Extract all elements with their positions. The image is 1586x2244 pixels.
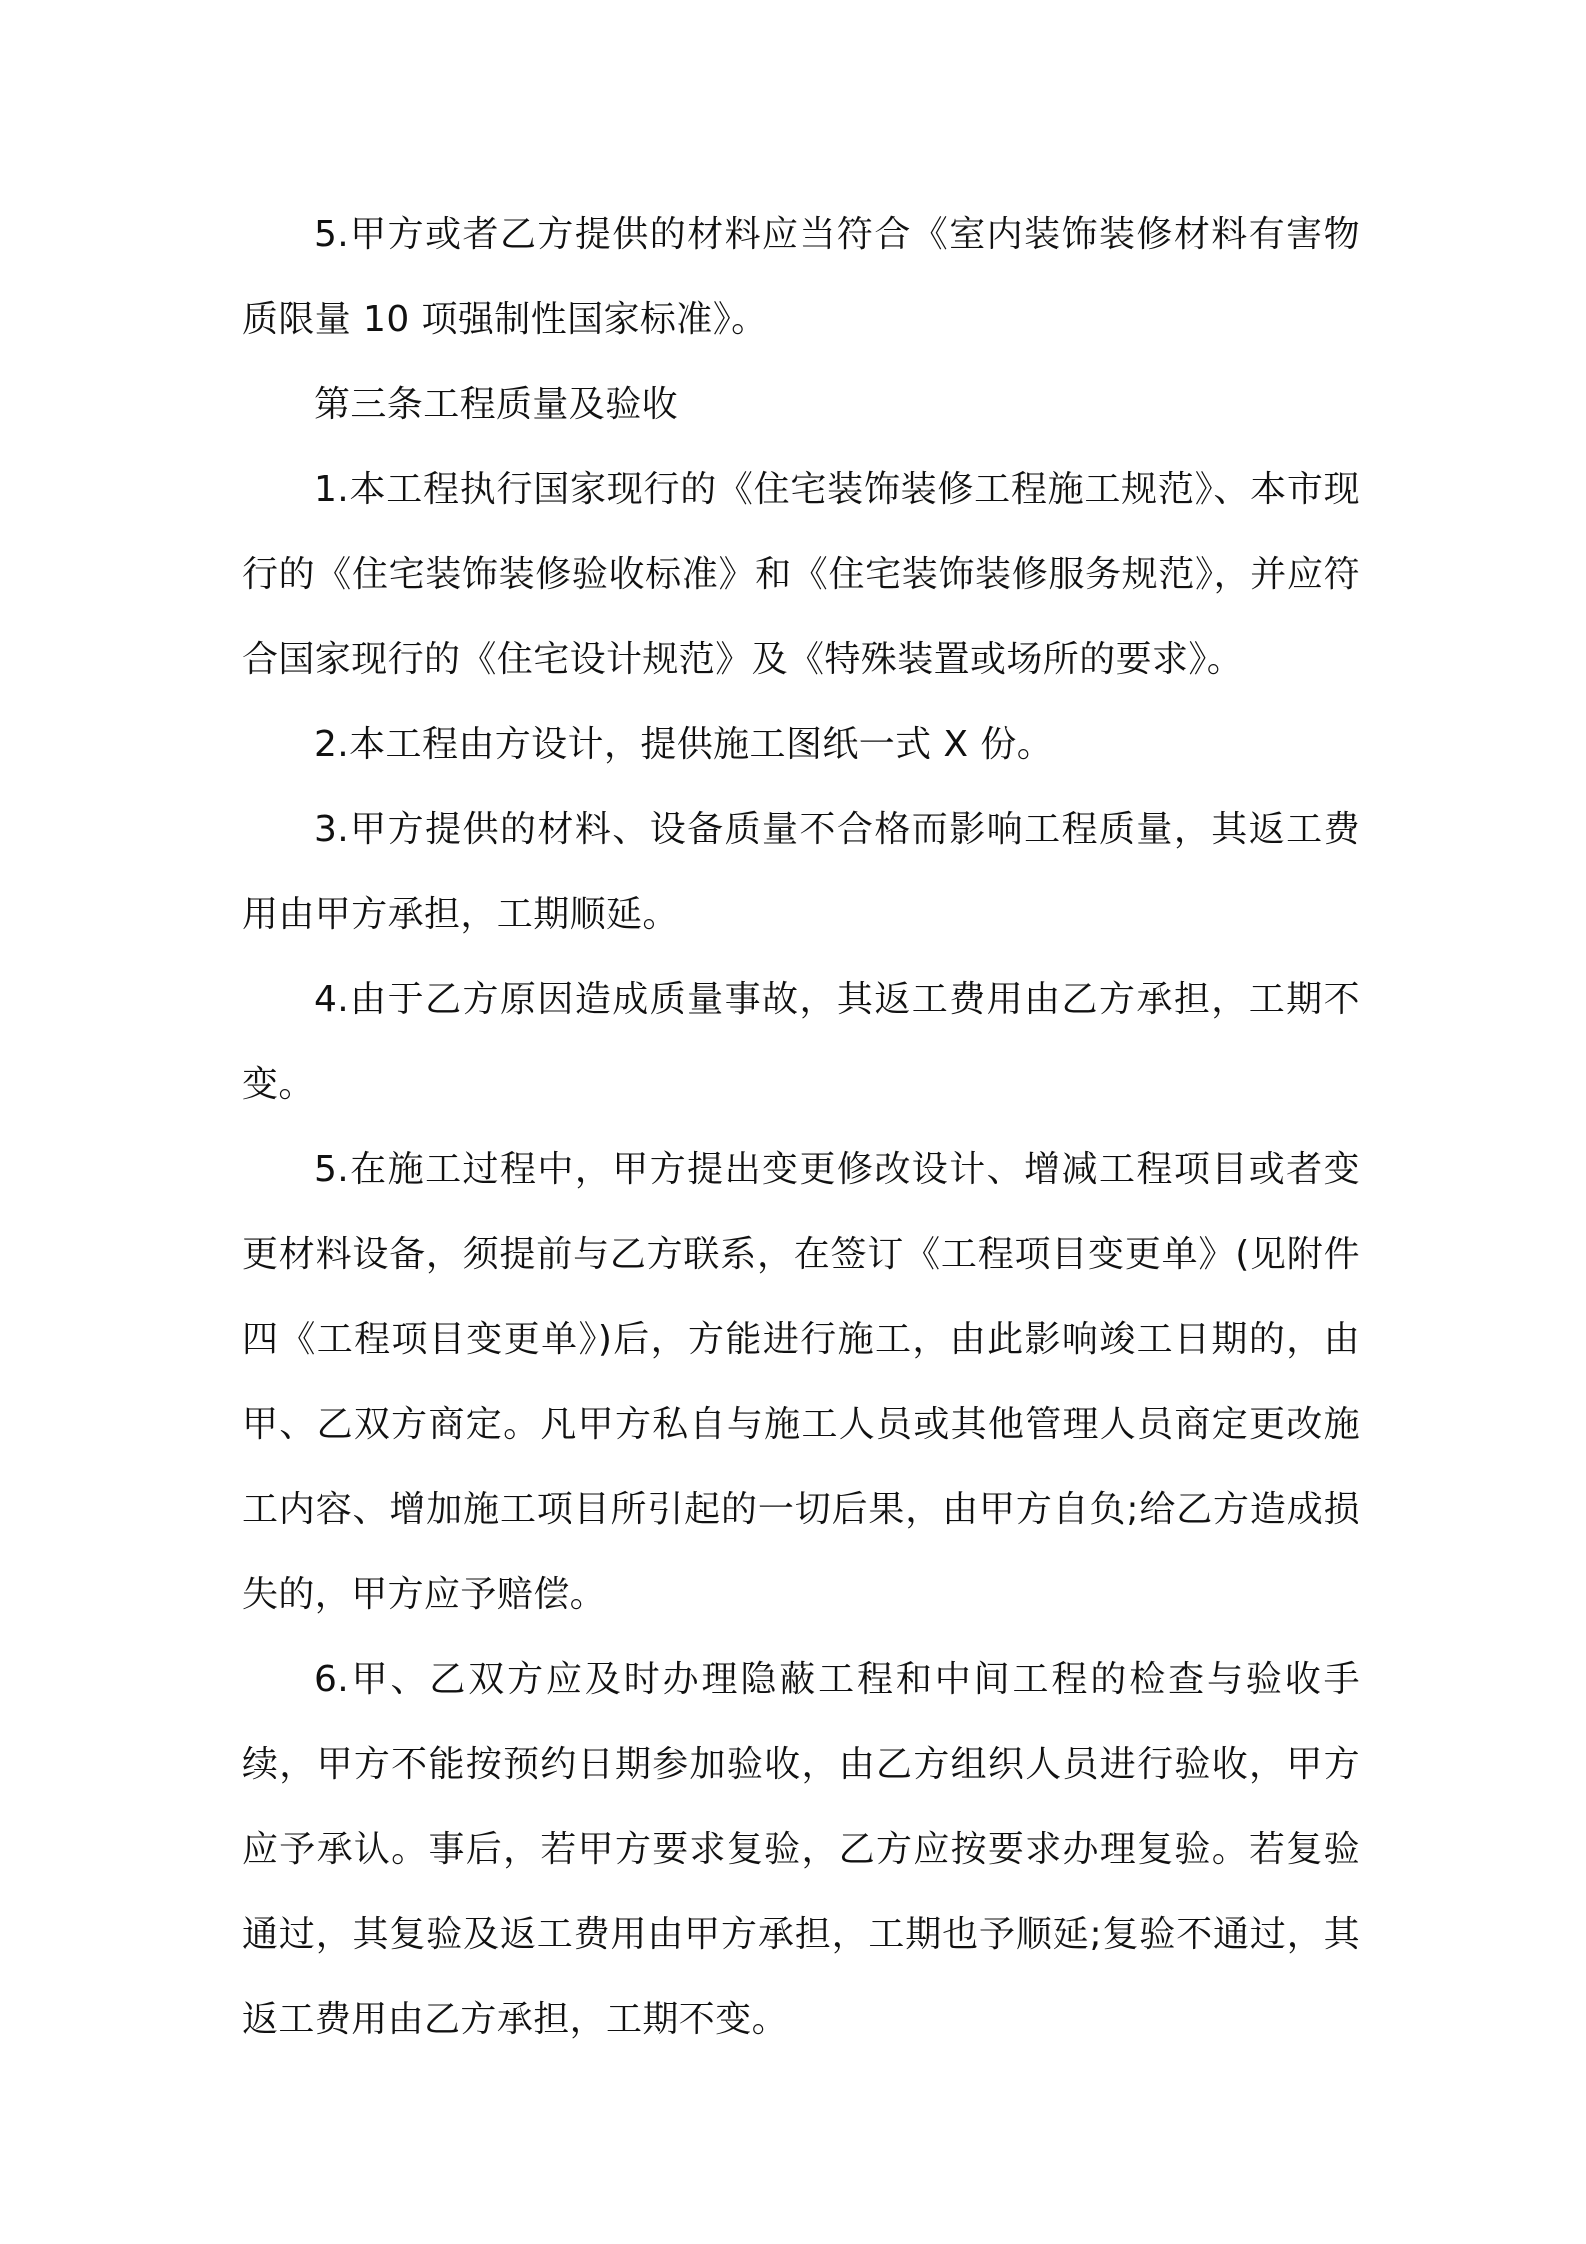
- paragraph-clause-6: 6.甲、乙双方应及时办理隐蔽工程和中间工程的检查与验收手续，甲方不能按预约日期参加验收，由乙方组织人员进行验收，甲方应予承认。事后，若甲方要求复验，乙方应按要求办理复验。若复验通过，其复验及返工费用由甲方承担，工期也予顺延;复验不通过，其返工费用由乙方承担，工期不变。: [242, 1659, 1360, 2040]
- section-heading-quality-acceptance: 第三条工程质量及验收: [314, 384, 679, 425]
- paragraph-clause-4: 4.由于乙方原因造成质量事故，其返工费用由乙方承担，工期不变。: [242, 979, 1360, 1105]
- paragraph-clause-3: 3.甲方提供的材料、设备质量不合格而影响工程质量，其返工费用由甲方承担，工期顺延。: [242, 809, 1360, 935]
- document-body: [242, 192, 1360, 2062]
- paragraph-clause-5: 5.在施工过程中，甲方提出变更修改设计、增减工程项目或者变更材料设备，须提前与乙方联系，在签订《工程项目变更单》(见附件四《工程项目变更单》)后，方能进行施工，由此影响竣工日期的，由甲、乙双方商定。凡甲方私自与施工人员或其他管理人员商定更改施工内容、增加施工项目所引起的一切后果，由甲方自负;给乙方造成损失的，甲方应予赔偿。: [242, 1149, 1360, 1615]
- paragraph-material-standard: 5.甲方或者乙方提供的材料应当符合《室内装饰装修材料有害物质限量 10 项强制性国家标准》。: [242, 214, 1360, 340]
- paragraph-clause-1: 1.本工程执行国家现行的《住宅装饰装修工程施工规范》、本市现行的《住宅装饰装修验收标准》和《住宅装饰装修服务规范》，并应符合国家现行的《住宅设计规范》及《特殊装置或场所的要求》。: [242, 469, 1360, 680]
- paragraph-clause-2: 2.本工程由方设计，提供施工图纸一式 X 份。: [314, 724, 1054, 765]
